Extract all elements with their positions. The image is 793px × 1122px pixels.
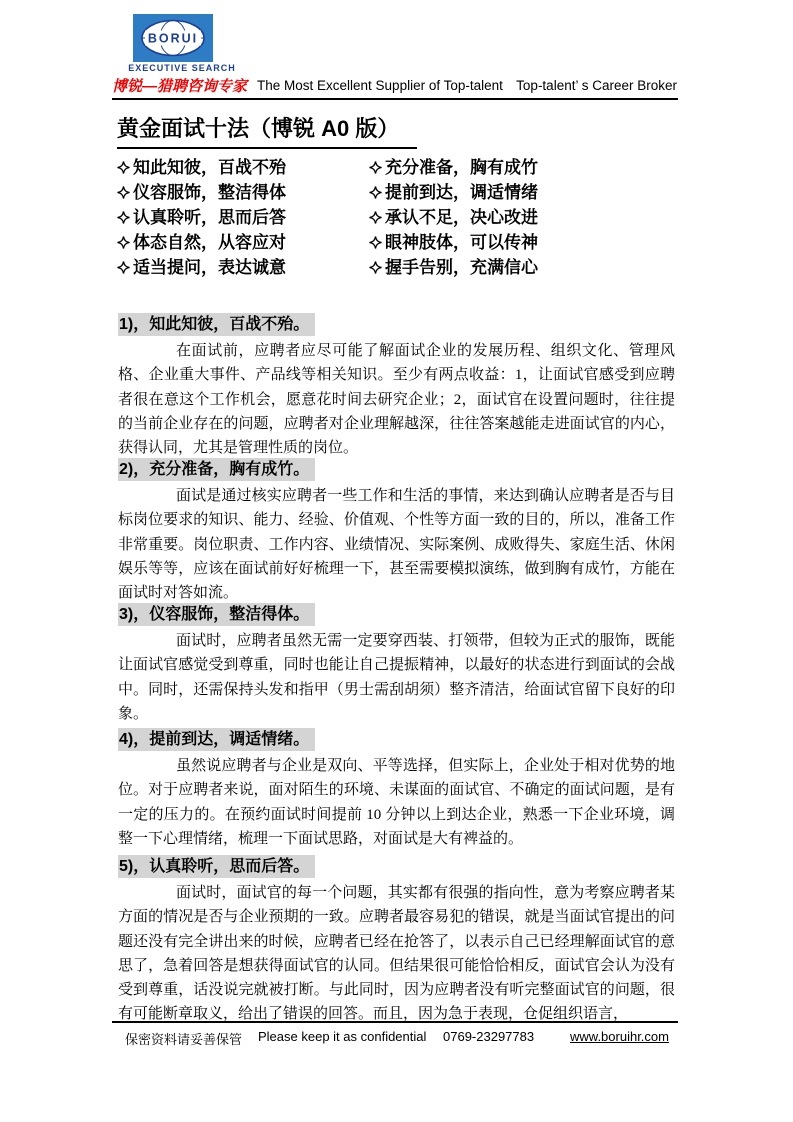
highlights-list xyxy=(117,155,677,280)
highlight-label: 仪容服饰，整洁得体 xyxy=(133,183,286,202)
section-5 xyxy=(118,855,675,1027)
section-heading: 2)，充分准备，胸有成竹。 xyxy=(118,458,315,481)
footer-confidential-cn: 保密资料请妥善保管 xyxy=(125,1032,243,1047)
highlight-label: 适当提问，表达诚意 xyxy=(133,258,286,277)
diamond-bullet-icon xyxy=(117,236,130,249)
highlight-label: 认真聆听，思而后答 xyxy=(133,208,286,227)
diamond-bullet-icon xyxy=(117,261,130,274)
section-4 xyxy=(118,728,675,851)
highlight-label: 提前到达，调适情绪 xyxy=(385,183,538,202)
highlight-label: 充分准备，胸有成竹 xyxy=(385,158,538,177)
section-heading: 4)，提前到达，调适情绪。 xyxy=(118,728,315,751)
diamond-bullet-icon xyxy=(369,211,382,224)
tagline-chinese: 博锐—猎聘咨询专家 xyxy=(112,75,247,100)
diamond-bullet-icon xyxy=(369,186,382,199)
diamond-bullet-icon xyxy=(369,161,382,174)
section-body: 面试时，应聘者虽然无需一定要穿西装、打领带，但较为正式的服饰，既能让面试官感觉受到尊重，同时也能让自己提振精神，以最好的状态进行到面试的会战中。同时，还需保持头发和指甲（男士需刮胡须）整齐清洁，给面试官留下良好的印象。 xyxy=(118,633,675,722)
highlight-label: 承认不足，决心改进 xyxy=(385,208,538,227)
section-body: 面试是通过核实应聘者一些工作和生活的事情，来达到确认应聘者是否与目标岗位要求的知识、能力、经验、价值观、个性等方面一致的目的，所以，准备工作非常重要。岗位职责、工作内容、业绩情况、实际案例、成败得失、家庭生活、休闲娱乐等等，应该在面试前好好梳理一下，甚至需要模拟演练，做到胸有成竹，方能在面试时对答如流。 xyxy=(118,488,675,602)
diamond-bullet-icon xyxy=(369,261,382,274)
list-item xyxy=(117,205,369,230)
list-item xyxy=(369,230,677,255)
footer-divider xyxy=(112,1021,678,1023)
tagline-english-part1: The Most Excellent Supplier of Top-talent xyxy=(257,78,503,93)
section-3 xyxy=(118,603,675,726)
page-title: 黄金面试十法（博锐 A0 版） xyxy=(117,112,417,149)
list-item xyxy=(369,255,677,280)
diamond-bullet-icon xyxy=(117,211,130,224)
header-divider xyxy=(112,98,678,100)
section-heading: 1)，知此知彼，百战不殆。 xyxy=(118,313,315,336)
footer-phone: 0769-23297783 xyxy=(443,1029,535,1044)
footer-website-link[interactable]: www.boruihr.com xyxy=(570,1029,669,1044)
logo-subtext: EXECUTIVE SEARCH xyxy=(128,63,236,73)
list-item xyxy=(117,255,369,280)
list-item xyxy=(117,230,369,255)
list-item xyxy=(117,180,369,205)
section-body: 在面试前，应聘者应尽可能了解面试企业的发展历程、组织文化、管理风格、企业重大事件、产品线等相关知识。至少有两点收益：1，让面试官感受到应聘者很在意这个工作机会，愿意花时间去研究企业；2，面试官在设置问题时，往往提的当前企业存在的问题，应聘者对企业理解越深，往往答案越能走进面试官的内心，获得认同，尤其是管理性质的岗位。 xyxy=(118,343,675,457)
list-item xyxy=(369,155,677,180)
list-item xyxy=(369,180,677,205)
section-body: 面试时，面试官的每一个问题，其实都有很强的指向性，意为考察应聘者某方面的情况是否与企业预期的一致。应聘者最容易犯的错误，就是当面试官提出的问题还没有完全讲出来的时候，应聘者已经在抢答了，以表示自己已经理解面试官的意思了，急着回答是想获得面试官的认同。但结果很可能恰恰相反，面试官会认为没有受到尊重，话没说完就被打断。与此同时，因为应聘者没有听完整面试官的问题，很有可能断章取义，给出了错误的回答。而且，因为急于表现，仓促组织语言， xyxy=(118,885,675,1023)
highlight-label: 体态自然，从容应对 xyxy=(133,233,286,252)
diamond-bullet-icon xyxy=(117,161,130,174)
borui-logo globe-icon xyxy=(133,14,213,62)
section-heading: 5)，认真聆听，思而后答。 xyxy=(118,855,315,878)
diamond-bullet-icon xyxy=(369,236,382,249)
tagline-english-part2: Top-talent’ s Career Broker xyxy=(516,78,677,93)
highlight-label: 眼神肢体，可以传神 xyxy=(385,233,538,252)
list-item xyxy=(369,205,677,230)
section-body: 虽然说应聘者与企业是双向、平等选择，但实际上，企业处于相对优势的地位。对于应聘者来说，面对陌生的环境、未谋面的面试官、不确定的面试问题，是有一定的压力的。在预约面试时间提前 10 分钟以上到达企业，熟悉一下企业环境，调整一下心理情绪，梳理一下面试思路，对面试是大有裨益的。 xyxy=(118,758,675,847)
diamond-bullet-icon xyxy=(117,186,130,199)
highlight-label: 握手告别，充满信心 xyxy=(385,258,538,277)
footer-confidential-en: Please keep it as confidential xyxy=(258,1029,427,1044)
tagline-english xyxy=(257,78,677,93)
highlight-label: 知此知彼，百战不殆 xyxy=(133,158,286,177)
section-heading: 3)，仪容服饰，整洁得体。 xyxy=(118,603,315,626)
list-item xyxy=(117,155,369,180)
logo-text: BORUI xyxy=(147,31,199,46)
section-2 xyxy=(118,458,675,605)
section-1 xyxy=(118,313,675,460)
